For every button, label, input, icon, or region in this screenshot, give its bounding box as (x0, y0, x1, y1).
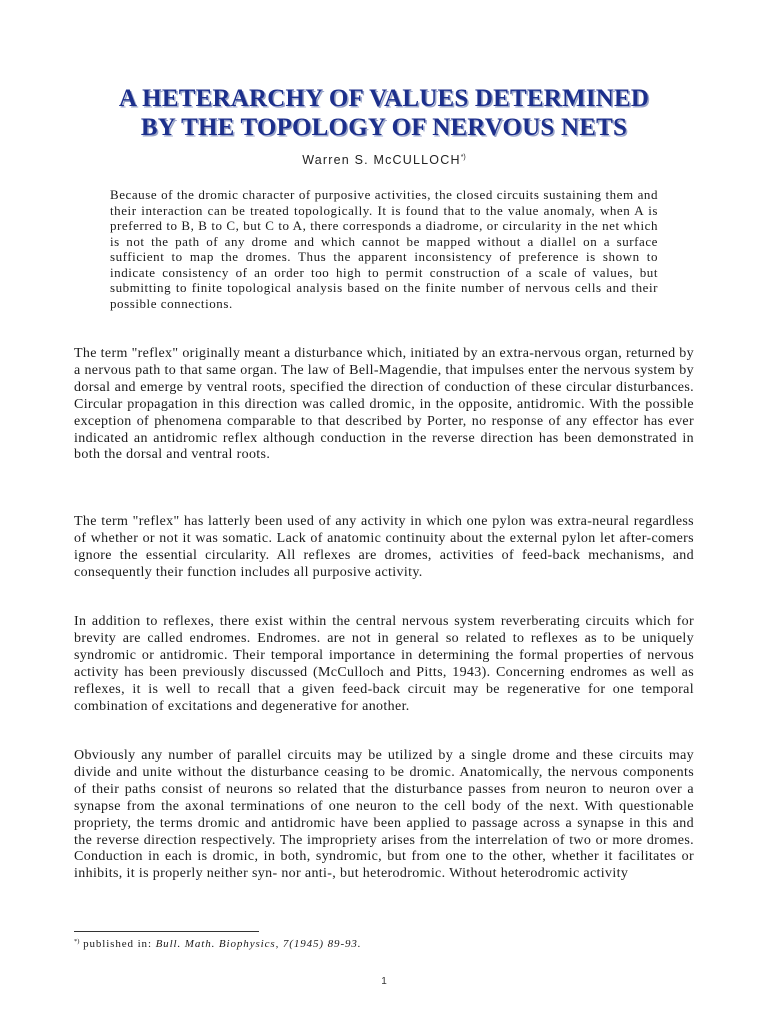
footnote (74, 938, 694, 950)
author-footnote-marker: *) (460, 154, 466, 161)
author-name: Warren S. McCULLOCH (302, 153, 461, 167)
footnote-separator (74, 931, 259, 932)
author-line (0, 153, 768, 167)
body-paragraph-1: The term "reflex" originally meant a disturbance which, initiated by an extra-nervous organ, returned by a nervous path to that same organ. The law of Bell-Magendie, that impulses enter the nervous system by dorsal and emerge by ventral roots, specified the direction of conduction of these circular disturbances. Circular propagation in this direction was called dromic, in the opposite, antidromic. With the possible exception of phenomena comparable to that described by Porter, no response of any effector has ever indicated an antidromic reflex although conduction in the reverse direction has been demonstrated in both the dorsal and ventral roots. (74, 346, 694, 463)
body-paragraph-4: Obviously any number of parallel circuits may be utilized by a single drome and these circuits may divide and unite without the disturbance ceasing to be dromic. Anatomically, the nervous components of their paths consist of neurons so related that the disturbance passes from neuron to neuron over a synapse from the axonal terminations of one neuron to the cell body of the next. With questionable propriety, the terms dromic and antidromic have been applied to passage across a synapse in this and the reverse direction respectively. The impropriety arises from the interrelation of two or more dromes. Conduction in each is dromic, in both, syndromic, but from one to the other, whether it facilitates or inhibits, it is properly neither syn- nor anti-, but heterodromic. Without heterodromic activity (74, 748, 694, 882)
paper-title-line-2: BY THE TOPOLOGY OF NERVOUS NETS (140, 114, 628, 141)
page-number: 1 (381, 976, 387, 987)
paper-title-line-1: A HETERARCHY OF VALUES DETERMINED (118, 85, 650, 112)
abstract: Because of the dromic character of purposive activities, the closed circuits sustaining them and their interaction can be treated topologically. It is found that to the value anomaly, when A is preferred to B, B to C, but C to A, there corresponds a diadrome, or circularity in the net which is not the path of any drome and which cannot be mapped without a diallel on a surface sufficient to map the dromes. Thus the apparent inconsistency of preference is shown to indicate consistency of an order too high to permit construction of a scale of values, but submitting to finite topological analysis based on the finite number of nervous cells and their possible connections. (110, 187, 658, 311)
footnote-marker: *) (74, 938, 80, 945)
body-paragraph-2: The term "reflex" has latterly been used of any activity in which one pylon was extra-neural regardless of whether or not it was somatic. Lack of anatomic continuity about the external pylon let after-comers ignore the essential circularity. All reflexes are dromes, activities of feed-back mechanisms, and consequently their function includes all purposive activity. (74, 514, 694, 580)
paper-title (40, 84, 728, 142)
body-paragraph-3: In addition to reflexes, there exist within the central nervous system reverberating circuits which for brevity are called endromes. Endromes. are not in general so related to reflexes as to be uniquely syndromic or antidromic. Their temporal importance in determining the formal properties of nervous activity has been previously discussed (McCulloch and Pitts, 1943). Concerning endromes as well as reflexes, it is well to recall that a given feed-back circuit may be regenerative for one temporal combination of excitations and degenerative for another. (74, 614, 694, 714)
footnote-prefix: published in: (79, 938, 156, 950)
footnote-citation: Bull. Math. Biophysics, 7(1945) 89-93. (155, 938, 362, 950)
